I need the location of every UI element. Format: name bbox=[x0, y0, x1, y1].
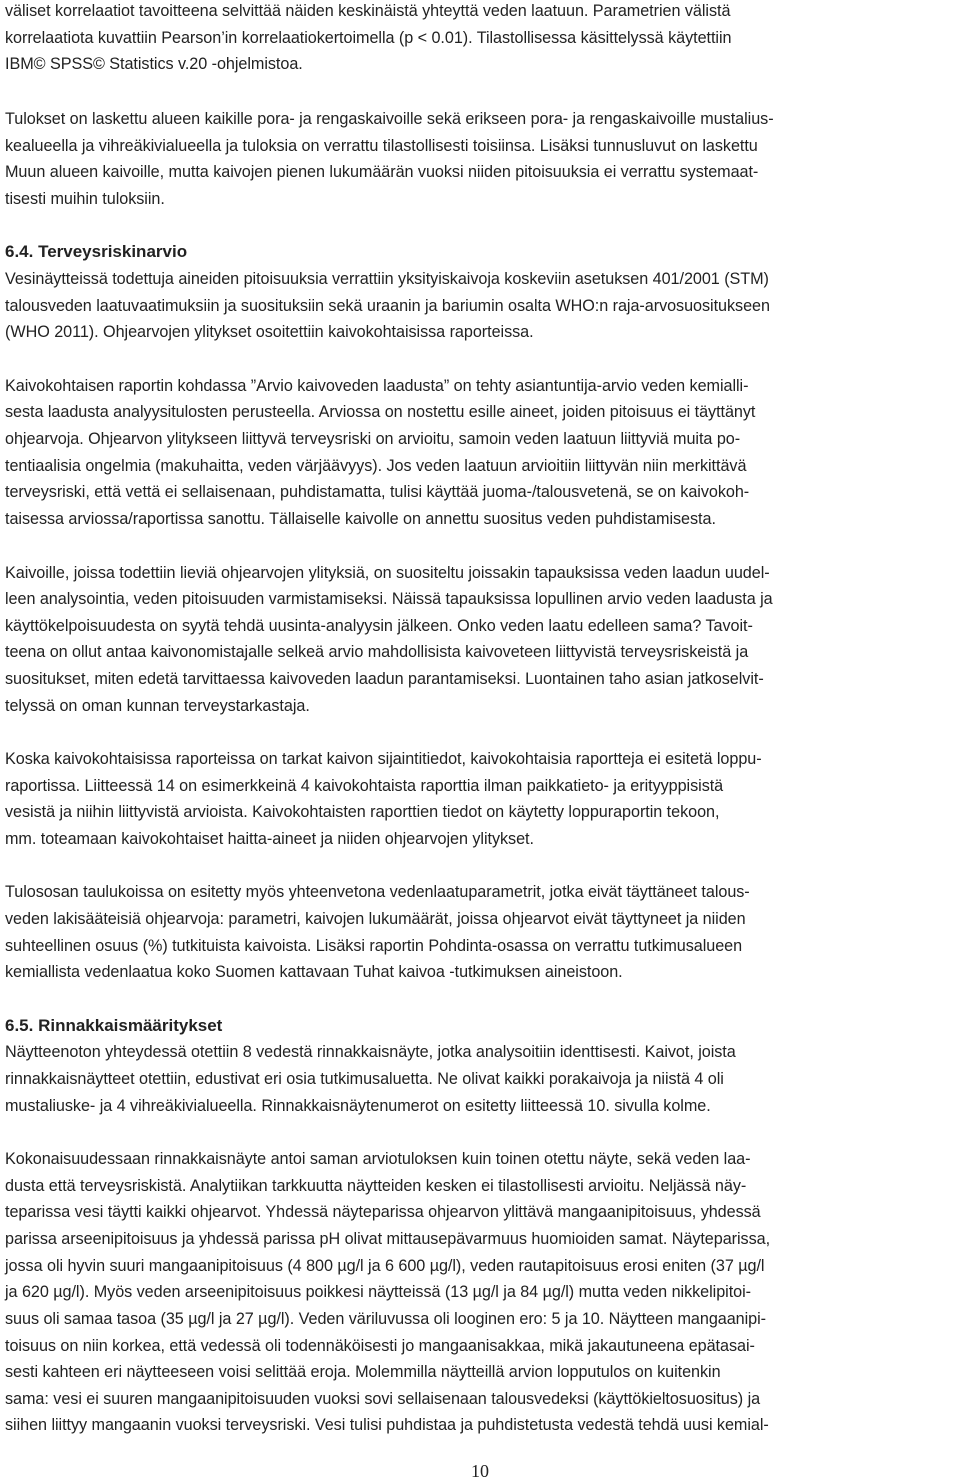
text-line: siihen liittyy mangaanin vuoksi terveysriski. Vesi tulisi puhdistaa ja puhdistetusta vedestä tehdä uusi kemial- bbox=[5, 1416, 769, 1434]
text-line: taisessa arviossa/raportissa sanottu. Tällaiselle kaivolle on annettu suositus veden puhdistamisesta. bbox=[5, 510, 716, 528]
text-line: Näytteenoton yhteydessä otettiin 8 vedestä rinnakkaisnäyte, jotka analysoitiin identtisesti. Kaivot, joista bbox=[5, 1043, 736, 1061]
text-line: vesistä ja niihin liittyvistä arvioista. Kaivokohtaisten raporttien tiedot on käytetty loppuraportin tekoon, bbox=[5, 803, 720, 821]
text-line: teparissa vesi täytti kaikki ohjearvot. Yhdessä näyteparissa ohjearvon ylittävä mangaanipitoisuus, yhdessä bbox=[5, 1203, 761, 1221]
text-line: tentiaalisia ongelmia (makuhaitta, veden värjäävyys). Jos veden laatuun arvioitiin liittyvän niin merkittävä bbox=[5, 457, 747, 475]
text-line: Kaivokohtaisen raportin kohdassa ”Arvio kaivoveden laadusta” on tehty asiantuntija-arvio veden kemialli- bbox=[5, 377, 749, 395]
text-line: rinnakkaisnäytteet otettiin, edustivat eri osia tutkimusaluetta. Ne olivat kaikki porakaivoja ja niistä 4 oli bbox=[5, 1070, 724, 1088]
text-line: Tulososan taulukoissa on esitetty myös yhteenvetona vedenlaatuparametrit, jotka eivät täyttäneet talous- bbox=[5, 883, 750, 901]
text-line: kealueella ja vihreäkivialueella ja tuloksia on verrattu tilastollisesti toisiinsa. Lisäksi tunnusluvut on laskettu bbox=[5, 137, 758, 155]
text-line: suhteellinen osuus (%) tutkituista kaivoista. Lisäksi raportin Pohdinta-osassa on verrattu tutkimusalueen bbox=[5, 937, 743, 955]
text-line: korrelaatiota kuvattiin Pearson’in korrelaatiokertoimella (p < 0.01). Tilastollisessa käsittelyssä käytettiin bbox=[5, 29, 732, 47]
text-line: Vesinäytteissä todettuja aineiden pitoisuuksia verrattiin yksityiskaivoja koskeviin asetuksen 401/2001 (STM) bbox=[5, 270, 769, 288]
text-line: sesta laadusta analyysitulosten perusteella. Arviossa on nostettu esille aineet, joiden pitoisuus ei täyttänyt bbox=[5, 403, 756, 421]
text-line: mustaliuske- ja 4 vihreäkivialueella. Rinnakkaisnäytenumerot on esitetty liitteessä 10. sivulla kolme. bbox=[5, 1097, 711, 1115]
text-line: Kaivoille, joissa todettiin lieviä ohjearvojen ylityksiä, on suositeltu joissakin tapauksissa veden laadun uudel- bbox=[5, 564, 770, 582]
text-line: Kokonaisuudessaan rinnakkaisnäyte antoi saman arviotuloksen kuin toinen otettu näyte, sekä veden laa- bbox=[5, 1150, 751, 1168]
text-line: sama: vesi ei suuren mangaanipitoisuuden vuoksi sovi sellaisenaan talousvedeksi (käyttökieltosuositus) ja bbox=[5, 1390, 761, 1408]
page-number: 10 bbox=[471, 1461, 489, 1481]
text-line: IBM© SPSS© Statistics v.20 -ohjelmistoa. bbox=[5, 55, 303, 73]
section-heading: 6.4. Terveysriskinarvio bbox=[5, 242, 188, 261]
text-line: leen analysointia, veden pitoisuuden varmistamiseksi. Näissä tapauksissa lopullinen arvio veden laadusta ja bbox=[5, 590, 773, 608]
text-line: talousveden laatuvaatimuksiin ja suosituksiin sekä uraanin ja bariumin osalta WHO:n raja-arvosuositukseen bbox=[5, 297, 770, 315]
text-line: teena on ollut antaa kaivonomistajalle selkeä arvio mahdollisista kaivoveteen liittyvistä terveysriskeistä ja bbox=[5, 643, 749, 661]
text-line: Muun alueen kaivoille, mutta kaivojen pienen lukumäärän vuoksi niiden pitoisuuksia ei verrattu systemaat- bbox=[5, 163, 759, 181]
text-line: toisuus on niin korkea, että vedessä oli todennäköisesti jo mangaanisakkaa, mikä jakautuneena epätasai- bbox=[5, 1337, 755, 1355]
text-line: ohjearvoja. Ohjearvon ylitykseen liittyvä terveysriski on arvioitu, samoin veden laatuun liittyviä muita po- bbox=[5, 430, 741, 448]
text-line: mm. toteamaan kaivokohtaiset haitta-aineet ja niiden ohjearvojen ylitykset. bbox=[5, 830, 534, 848]
section-heading: 6.5. Rinnakkaismääritykset bbox=[5, 1016, 223, 1035]
text-line: tisesti muihin tuloksiin. bbox=[5, 190, 165, 208]
text-line: Koska kaivokohtaisissa raporteissa on tarkat kaivon sijaintitiedot, kaivokohtaisia raportteja ei esitetä loppu- bbox=[5, 750, 762, 768]
text-line: Tulokset on laskettu alueen kaikille pora- ja rengaskaivoille sekä erikseen pora- ja rengaskaivoille mustalius- bbox=[5, 110, 774, 128]
text-line: (WHO 2011). Ohjearvojen ylitykset osoitettiin kaivokohtaisissa raporteissa. bbox=[5, 323, 534, 341]
text-line: väliset korrelaatiot tavoitteena selvittää näiden keskinäistä yhteyttä veden laatuun. Parametrien välistä bbox=[5, 2, 731, 20]
text-line: veden lakisääteisiä ohjearvoja: parametri, kaivojen lukumäärät, joissa ohjearvot eivät täyttyneet ja niiden bbox=[5, 910, 746, 928]
text-line: sesti kahteen eri näytteeseen voisi selittää eroja. Molemmilla näytteillä arvion lopputulos on kuitenkin bbox=[5, 1363, 721, 1381]
text-line: raportissa. Liitteessä 14 on esimerkkeinä 4 kaivokohtaista raporttia ilman paikkatieto- ja erityyppisistä bbox=[5, 777, 724, 795]
text-line: dusta että terveysriskistä. Analytiikan tarkkuutta näytteiden kesken ei tilastollisesti arvioitu. Neljässä näy- bbox=[5, 1177, 747, 1195]
text-line: parissa arseenipitoisuus ja yhdessä parissa pH olivat mittausepävarmuus huomioiden samat. Näyteparissa, bbox=[5, 1230, 771, 1248]
text-line: käyttökelpoisuudesta on syytä tehdä uusinta-analyysin jälkeen. Onko veden laatu edelleen sama? Tavoit- bbox=[5, 617, 753, 635]
text-line: suus oli samaa tasoa (35 µg/l ja 27 µg/l). Veden väriluvussa oli looginen ero: 5 ja 10. Näytteen mangaanipi- bbox=[5, 1310, 767, 1328]
text-line: suositukset, miten edetä tarvittaessa kaivoveden laadun parantamiseksi. Luontainen taho asian jatkoselvit- bbox=[5, 670, 764, 688]
text-line: jossa oli hyvin suuri mangaanipitoisuus (4 800 µg/l ja 6 600 µg/l), veden rautapitoisuus erosi eniten (37 µg/l bbox=[5, 1257, 765, 1275]
text-line: ja 620 µg/l). Myös veden arseenipitoisuus poikkesi näytteissä (13 µg/l ja 84 µg/l) mutta veden nikkelipitoi- bbox=[5, 1283, 752, 1301]
text-line: telyssä on oman kunnan terveystarkastaja. bbox=[5, 697, 310, 715]
text-line: kemiallista vedenlaatua koko Suomen kattavaan Tuhat kaivoa -tutkimuksen aineistoon. bbox=[5, 963, 623, 981]
text-line: terveysriski, että vettä ei sellaisenaan, puhdistamatta, tulisi käyttää juoma-/talousvetenä, se on kaivokoh- bbox=[5, 483, 750, 501]
